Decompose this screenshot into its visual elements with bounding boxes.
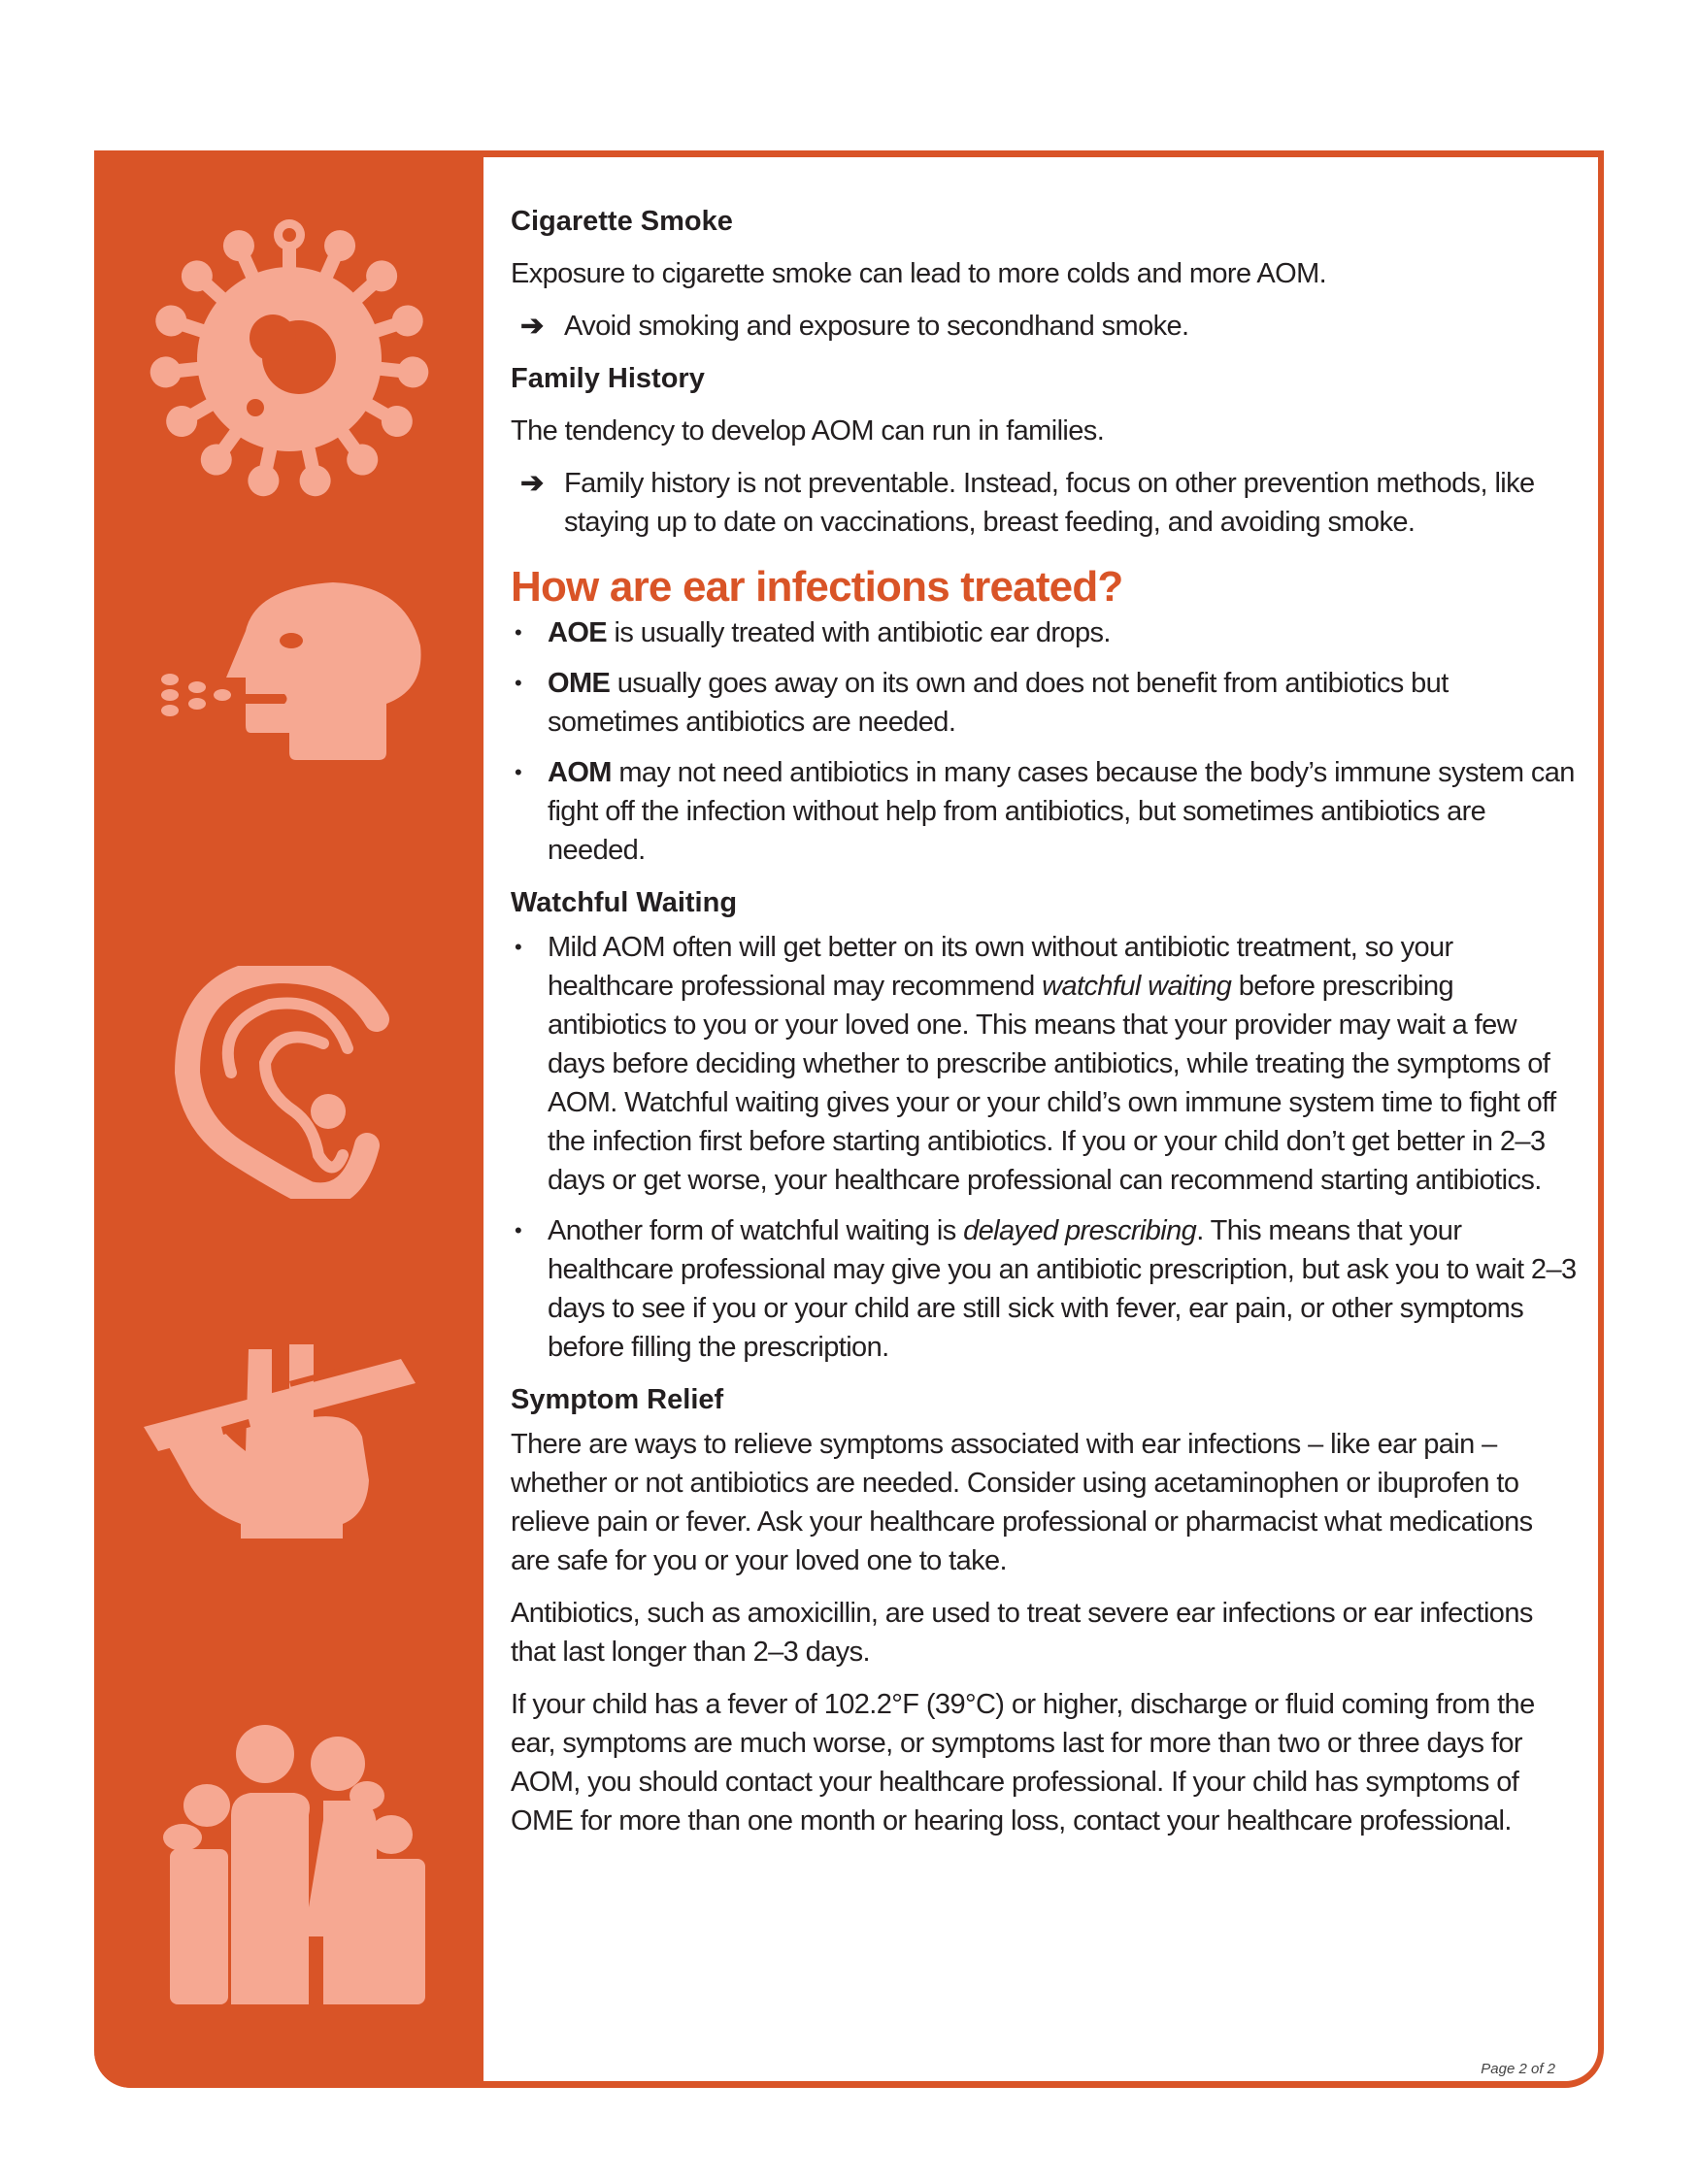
germ-icon [144, 214, 435, 505]
symptom-relief-paragraph: If your child has a fever of 102.2°F (39°C) or higher, discharge or fluid coming from the ear, symptoms are much worse, or symptoms last for more than two or three days for AOM, you should contact your healthcare professional. If your child has symptoms of OME for more than one month or hearing loss, contact your healthcare professional. [511, 1689, 1535, 1837]
watchful-waiting-list [511, 928, 1579, 1367]
icon-sidebar [94, 150, 483, 2088]
item-text: Another form of watchful waiting is [548, 1215, 964, 1246]
item-text: Mild AOM often will get better on its own without antibiotic treatment, so your healthcare professional may recommend [548, 932, 1453, 1002]
family-history-body: The tendency to develop AOM can run in families. [511, 415, 1105, 447]
cigarette-smoke-heading: Cigarette Smoke [511, 206, 733, 237]
list-item [511, 928, 1579, 1200]
symptom-relief-heading: Symptom Relief [511, 1384, 724, 1415]
bullet-icon: • [515, 760, 522, 784]
cigarette-hand-icon [144, 1344, 435, 1539]
family-icon [149, 1723, 430, 2004]
item-text: before prescribing antibiotics to you or your loved one. This means that your provider may wait a few days before deciding whether to prescribe antibiotics, while treating the symptoms of AOM. Watchful waiting gives your or your child’s own immune system time to fight off the infection first before starting antibiotics. If you or your child don’t get better in 2–3 days or get worse, your healthcare professional can recommend starting antibiotics. [548, 971, 1556, 1196]
cigarette-smoke-body: Exposure to cigarette smoke can lead to more colds and more AOM. [511, 258, 1327, 289]
list-item [511, 664, 1579, 742]
emphasis: watchful waiting [1042, 971, 1232, 1002]
item-text: may not need antibiotics in many cases because the body’s immune system can fight off the infection without help from antibiotics, but sometimes antibiotics are needed. [548, 757, 1575, 866]
arrow-right-icon: ➔ [520, 468, 544, 499]
main-content [511, 202, 1579, 1840]
family-history-heading: Family History [511, 363, 705, 394]
bullet-icon: • [515, 620, 522, 645]
bullet-icon: • [515, 1218, 522, 1242]
item-text: is usually treated with antibiotic ear drops. [607, 617, 1111, 648]
cigarette-smoke-tip-text: Avoid smoking and exposure to secondhand smoke. [564, 311, 1189, 342]
symptom-relief-paragraph: Antibiotics, such as amoxicillin, are used to treat severe ear infections or ear infections that last longer than 2–3 days. [511, 1598, 1533, 1668]
term: OME [548, 668, 611, 699]
treatment-section-title: How are ear infections treated? [511, 563, 1123, 611]
family-history-tip [511, 464, 1579, 542]
list-item [511, 613, 1579, 652]
arrow-right-icon: ➔ [520, 311, 544, 342]
list-item [511, 753, 1579, 870]
bullet-icon: • [515, 935, 522, 959]
item-text: . This means that your healthcare professional may give you an antibiotic prescription, but ask you to wait 2–3 days to see if you or your child are still sick with fever, ear pain, or other symptoms before filling the prescription. [548, 1215, 1577, 1363]
cigarette-smoke-tip [511, 307, 1579, 346]
treatment-list [511, 613, 1579, 870]
symptom-relief-paragraph: There are ways to relieve symptoms associated with ear infections – like ear pain – whether or not antibiotics are needed. Consider using acetaminophen or ibuprofen to relieve pain or fever. Ask your healthcare professional or pharmacist what medications are safe for you or your loved one to take. [511, 1429, 1533, 1576]
emphasis: delayed prescribing [963, 1215, 1197, 1246]
list-item [511, 1211, 1579, 1367]
family-history-tip-text: Family history is not preventable. Instead, focus on other prevention methods, like staying up to date on vaccinations, breast feeding, and avoiding smoke. [564, 468, 1535, 538]
ear-icon [173, 966, 406, 1199]
bullet-icon: • [515, 671, 522, 695]
term: AOM [548, 757, 612, 788]
sneezing-head-icon [149, 578, 430, 772]
watchful-waiting-heading: Watchful Waiting [511, 887, 738, 918]
item-text: usually goes away on its own and does not benefit from antibiotics but sometimes antibiotics are needed. [548, 668, 1449, 738]
term: AOE [548, 617, 608, 648]
page-number: Page 2 of 2 [1481, 2061, 1555, 2077]
